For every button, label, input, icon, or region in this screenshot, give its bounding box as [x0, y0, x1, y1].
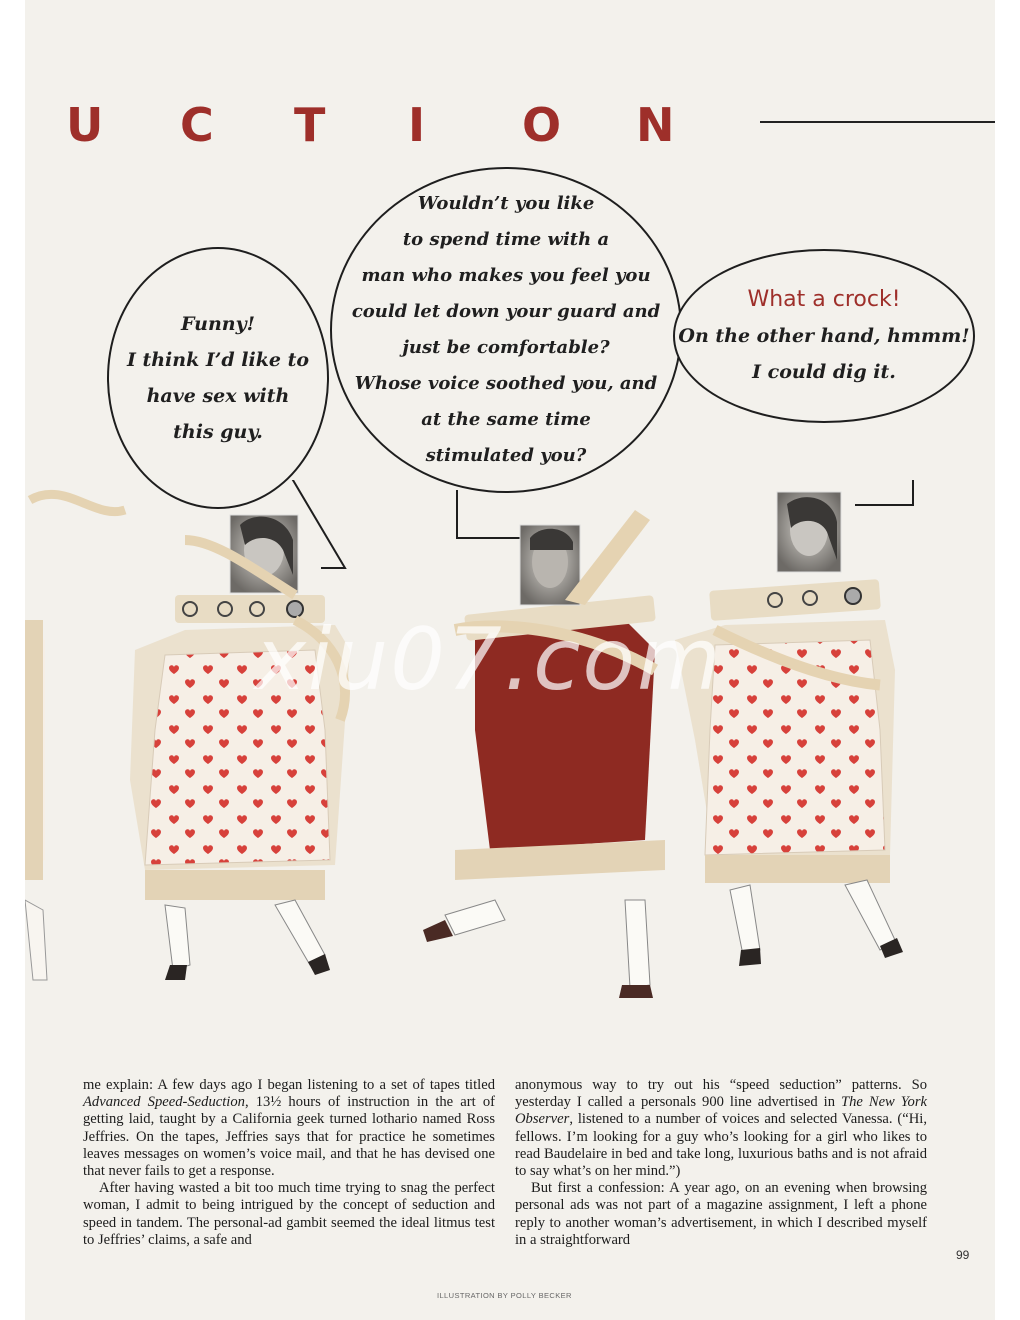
article-paragraph: After having wasted a bit too much time trying to snag the perfect woman, I admit to being intrigued by the concept of seduction and speed in tandem. The personal-ad gambit seemed the ideal litmus test to Jeffries’ claims, a safe and: [83, 1180, 495, 1248]
headline: [66, 100, 750, 150]
publication-name: The New York Observer: [515, 1094, 927, 1128]
headline-letter: N: [636, 98, 675, 152]
tape-title: Advanced Speed-Seduction: [83, 1094, 245, 1111]
headline-letter: I: [408, 98, 426, 152]
article-paragraph: [515, 1077, 927, 1180]
bubble-line: I could dig it.: [752, 361, 896, 383]
bubble-tail-middle: [457, 490, 520, 538]
illustration-credit: ILLUSTRATION BY POLLY BECKER: [437, 1291, 572, 1300]
bubble-line: this guy.: [173, 421, 263, 443]
headline-letter: O: [522, 98, 562, 152]
article-column-2: [515, 1077, 927, 1249]
bubble-line: have sex with: [146, 385, 290, 407]
page-number: 99: [956, 1248, 970, 1262]
bubble-tail-right: [855, 480, 913, 505]
text-run: me explain: A few days ago I began listening to a set of tapes titled: [83, 1077, 495, 1093]
bubble-line: On the other hand, hmmm!: [678, 325, 970, 347]
doll-figure-man-center: [423, 510, 665, 998]
bubble-line: could let down your guard and: [351, 301, 661, 322]
bubble-line: at the same time: [421, 409, 591, 430]
bubble-line: Wouldn’t you like: [417, 193, 595, 214]
speech-bubble-right: [673, 249, 975, 423]
bubble-line: to spend time with a: [402, 229, 610, 250]
bubble-line: man who makes you feel you: [361, 265, 651, 286]
illustration: [25, 480, 995, 1020]
doll-figure-woman-right: [675, 492, 903, 966]
speech-bubble-middle: [330, 167, 682, 493]
bubble-line: I think I’d like to: [126, 349, 310, 371]
partial-figure-left: [25, 494, 125, 980]
doll-figure-woman-left: [130, 515, 350, 980]
headline-letter: T: [294, 98, 326, 152]
headline-rule: [760, 121, 995, 123]
bubble-line: Funny!: [181, 313, 255, 335]
article-column-1: [83, 1077, 495, 1249]
article-paragraph: [83, 1077, 495, 1180]
bubble-line: stimulated you?: [425, 445, 587, 466]
text-run: anonymous way to try out his “speed seduction” patterns. So yesterday I called a personals 900 line advertised in: [515, 1077, 927, 1111]
watermark: xiu07.com: [255, 610, 723, 710]
speech-bubble-left: [107, 247, 329, 509]
text-run: , listened to a number of voices and selected Vanessa. (“Hi, fellows. I’m looking for a guy who’s looking for a girl who likes to read Baudelaire in bed and take long, luxurious baths and is not afraid to say what’s on her mind.”): [515, 1111, 927, 1180]
article-paragraph: But first a confession: A year ago, on an evening when browsing personal ads was not part of a magazine assignment, I left a phone reply to another woman’s advertisement, in which I described myself in a straightforward: [515, 1180, 927, 1248]
headline-letter: C: [180, 98, 214, 152]
bubble-line: just be comfortable?: [402, 337, 610, 358]
text-run: , 13½ hours of instruction in the art of getting laid, taught by a California geek turned lothario named Ross Jeffries. On the tapes, Jeffries says that for practice he sometimes leaves messages on women’s voice mail, and that he has devised one that never fails to get a response.: [83, 1094, 495, 1180]
magazine-page: [25, 0, 995, 1320]
bubble-line: Whose voice soothed you, and: [354, 373, 658, 394]
bubble-title: What a crock!: [747, 287, 901, 312]
headline-letter: U: [66, 98, 104, 152]
